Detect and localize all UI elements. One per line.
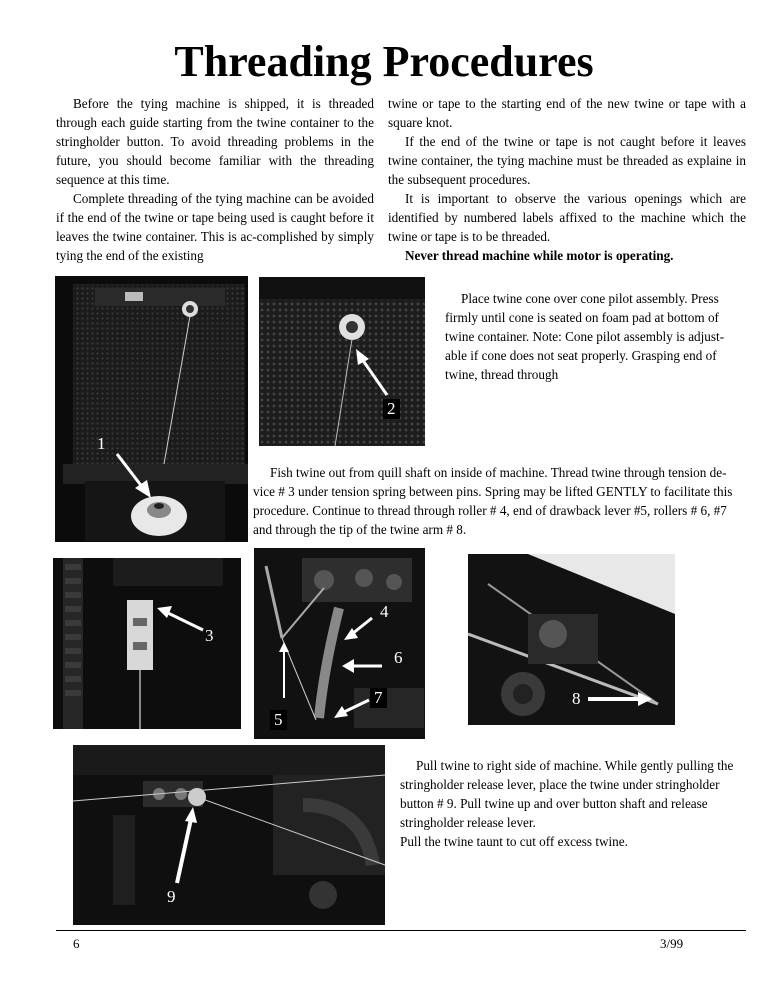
intro-paragraph: If the end of the twine or tape is not caught before it leaves twine container, the tying machine must be threaded as explaine in the subsequent procedures. (388, 134, 746, 187)
stringholder-illustration (73, 745, 385, 925)
callout-label-1: 1 (97, 434, 106, 453)
caption-step-9: Pull twine to right side of machine. While gently pulling the stringholder release lever, place the twine under stringholder button # 9. Pull twine up and over button shaft and release stringholder release lever. Pull the twine taunt to cut off excess twine. (400, 758, 734, 849)
page-title: Threading Procedures (174, 37, 594, 86)
footer-rule (56, 930, 746, 931)
page-number: 6 (73, 936, 80, 951)
intro-column-right (388, 94, 746, 265)
safety-warning: Never thread machine while motor is operating. (405, 248, 674, 263)
twine-container-illustration (55, 276, 248, 542)
cone-pilot-illustration (259, 277, 425, 446)
intro-paragraph: twine or tape to the starting end of the new twine or tape with a square knot. (388, 96, 746, 130)
callout-label-6: 6 (394, 648, 403, 667)
intro-paragraph: It is important to observe the various openings which are identified by numbered labels affixed to the machine which the twine or tape is to be threaded. (388, 191, 746, 244)
photo-twine-container (55, 276, 248, 542)
callout-label-5: 5 (270, 710, 287, 730)
photo-tension-device (53, 558, 241, 729)
intro-column-left (56, 94, 374, 265)
photo-cone-pilot (259, 277, 425, 446)
photo-stringholder (73, 745, 385, 925)
revision-date: 3/99 (660, 936, 684, 951)
callout-label-4: 4 (380, 602, 389, 621)
callout-label-9: 9 (167, 887, 176, 906)
callout-label-3: 3 (205, 626, 214, 645)
caption-step-3-8: Fish twine out from quill shaft on inside of machine. Thread twine through tension de-vice # 3 under tension spring between pins. Spring may be lifted GENTLY to facilitate this procedure. Continue to thread through roller # 4, end of drawback lever #5, rollers # 6, #7 and through the tip of the twine arm # 8. (253, 465, 733, 537)
intro-paragraph: Before the tying machine is shipped, it is threaded through each guide starting from the twine container to the stringholder button. To avoid threading problems in the future, you should become familiar with the threading sequence at this time. (56, 96, 374, 187)
photo-rollers (254, 548, 425, 739)
callout-label-7: 7 (370, 688, 387, 708)
callout-label-8: 8 (572, 689, 581, 708)
photo-twine-arm (468, 554, 675, 725)
callout-label-2: 2 (383, 399, 400, 419)
intro-paragraph: Complete threading of the tying machine can be avoided if the end of the twine or tape being used is caught before it leaves the twine container. This is ac-complished by simply tying the end of the existing (56, 191, 374, 263)
caption-step-1-2: Place twine cone over cone pilot assembly. Press firmly until cone is seated on foam pad at bottom of twine container. Note: Cone pilot assembly is adjust-able if cone does not seat properly. Grasping end of twine, thread through (445, 291, 725, 382)
